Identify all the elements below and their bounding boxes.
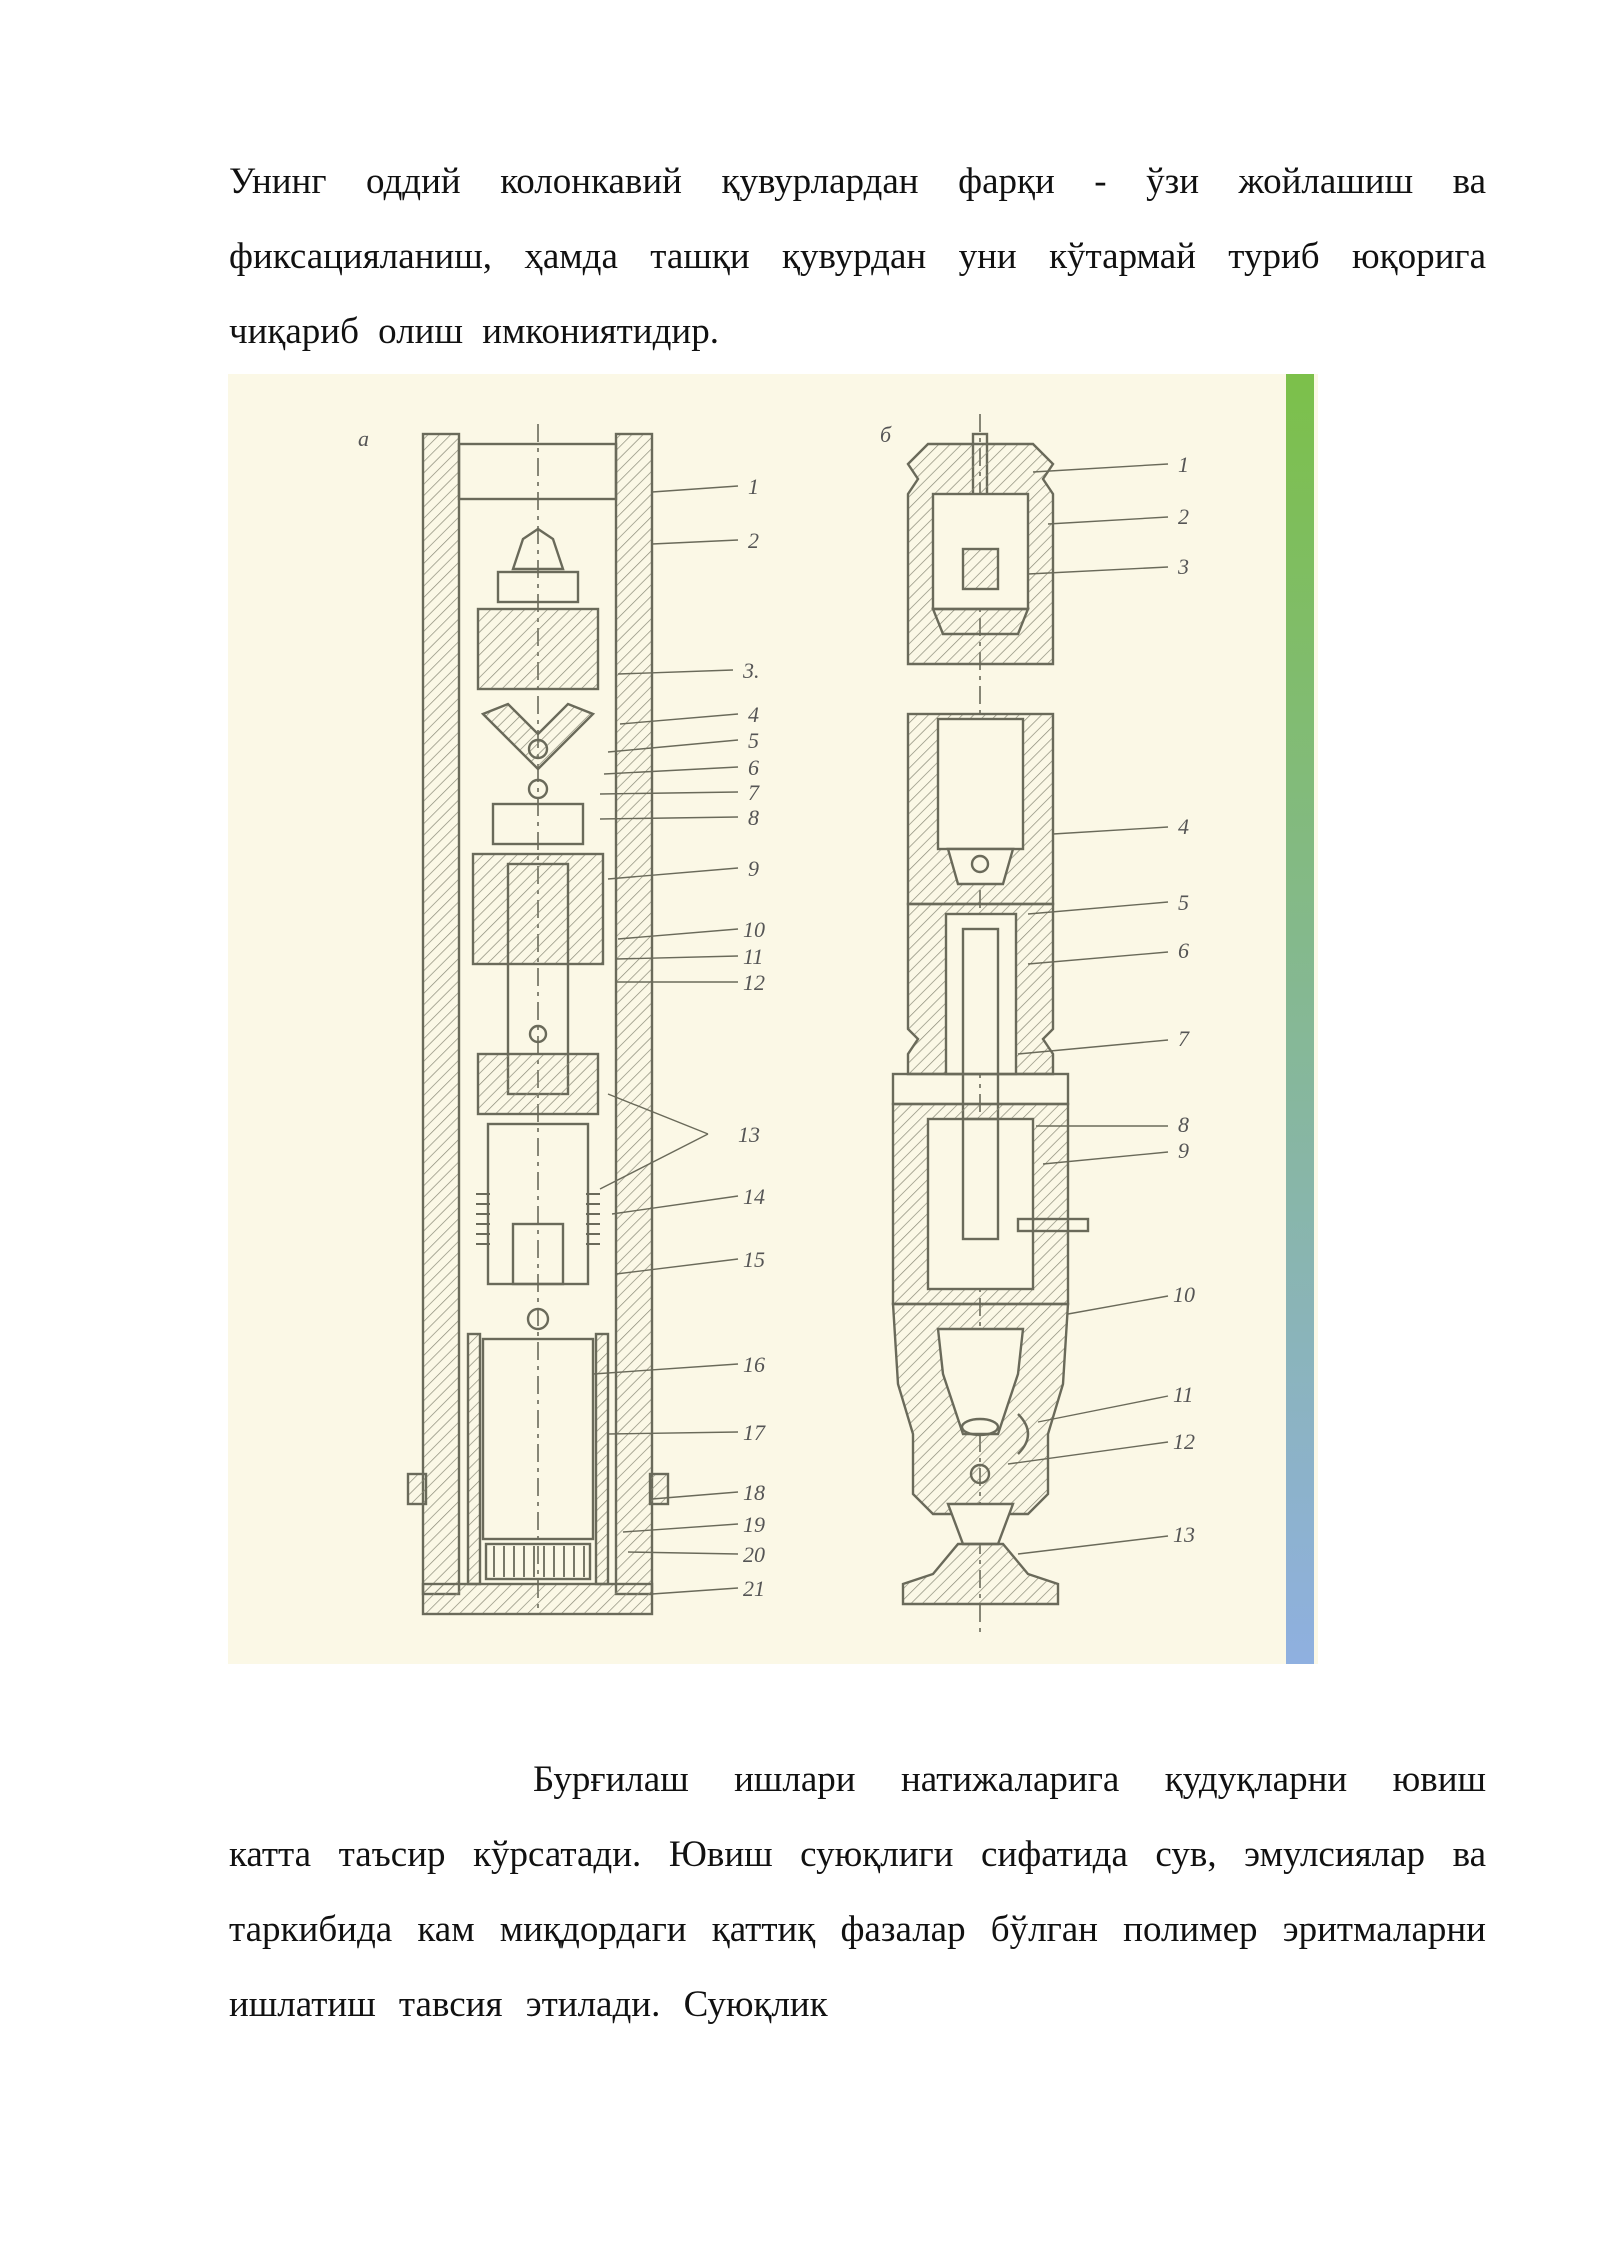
- label-a-2: 2: [748, 528, 759, 553]
- figure-edge-strip: [1286, 374, 1314, 1664]
- paragraph-intro: Унинг оддий колонкавий қувурлардан фарқи - ўзи жойлашиш ва фиксацияланиш, ҳамда ташқи қувурдан уни кўтармай туриб юқорига чиқариб олиш имкониятидир.: [229, 161, 1486, 352]
- label-a-9: 9: [748, 856, 759, 881]
- label-b-1: 1: [1178, 452, 1189, 477]
- label-a-11: 11: [743, 944, 764, 969]
- label-a-4: 4: [748, 702, 759, 727]
- label-a-21: 21: [743, 1576, 765, 1601]
- label-b-2: 2: [1178, 504, 1189, 529]
- label-a-17: 17: [743, 1420, 765, 1445]
- label-a-7: 7: [748, 780, 759, 805]
- label-a-3: 3.: [743, 658, 760, 683]
- label-b-13: 13: [1173, 1522, 1195, 1547]
- label-b-4: 4: [1178, 814, 1189, 839]
- label-a-13: 13: [738, 1122, 760, 1147]
- label-b-9: 9: [1178, 1138, 1189, 1163]
- label-b-12: 12: [1173, 1429, 1195, 1454]
- label-a-5: 5: [748, 728, 759, 753]
- label-b-7: 7: [1178, 1026, 1189, 1051]
- label-a-12: 12: [743, 970, 765, 995]
- panel-b-drawing: [893, 414, 1168, 1634]
- label-a-15: 15: [743, 1247, 765, 1272]
- label-a-6: 6: [748, 755, 759, 780]
- label-b-8: 8: [1178, 1112, 1189, 1137]
- label-a-14: 14: [743, 1184, 765, 1209]
- label-b-3: 3: [1178, 554, 1189, 579]
- panel-a-letter: а: [358, 426, 369, 451]
- paragraph-flushing: Бурғилаш ишлари натижаларига қудуқларни ювиш катта таъсир кўрсатади. Ювиш суюқлиги сифатида сув, эмулсиялар ва таркибида кам миқдордаги қаттиқ фазалар бўлган полимер эритмаларни ишлатиш тавсия этилади. Суюқлик: [229, 1759, 1486, 2025]
- panel-a-drawing: [408, 424, 738, 1614]
- label-b-10: 10: [1173, 1282, 1195, 1307]
- label-a-16: 16: [743, 1352, 765, 1377]
- label-a-20: 20: [743, 1542, 765, 1567]
- label-a-19: 19: [743, 1512, 765, 1537]
- label-b-6: 6: [1178, 938, 1189, 963]
- label-a-1: 1: [748, 474, 759, 499]
- label-a-18: 18: [743, 1480, 765, 1505]
- core-barrel-drawing: [228, 374, 1318, 1664]
- panel-b-letter: б: [880, 422, 892, 447]
- label-b-11: 11: [1173, 1382, 1194, 1407]
- label-a-10: 10: [743, 917, 765, 942]
- label-a-8: 8: [748, 805, 759, 830]
- label-b-5: 5: [1178, 890, 1189, 915]
